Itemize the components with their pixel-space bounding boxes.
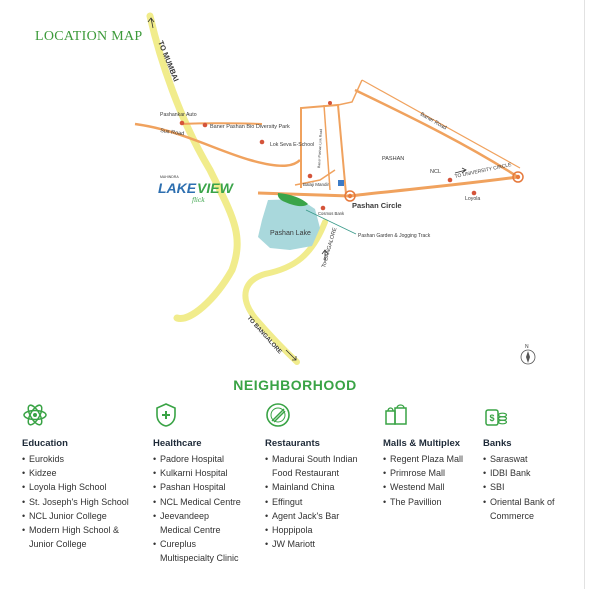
list-item-text: Saraswat <box>490 454 528 464</box>
road-label-to-bangalore: TO BANGALORE <box>245 315 283 356</box>
logo-small-text: MAHINDRA <box>160 175 179 179</box>
list-item-text: NCL Junior College <box>29 510 107 521</box>
list-item-text: Pashan Hospital <box>160 482 226 493</box>
list-item <box>22 537 129 551</box>
neighborhood-column <box>153 402 241 566</box>
link-road-marker <box>328 101 332 105</box>
logo-name-lake: LAKE <box>158 180 197 196</box>
loyola-marker <box>472 191 477 196</box>
bullet-icon: • <box>483 482 487 493</box>
list-item-text: Primrose Mall <box>390 468 446 479</box>
list-item-text: Hoppipola <box>272 525 313 536</box>
list-item <box>22 523 129 537</box>
bullet-icon: • <box>22 454 26 464</box>
place-garden-track: Pashan Garden & Jogging Track <box>358 233 431 239</box>
bullet-icon: • <box>483 454 487 464</box>
road-label-to-mumbai: TO MUMBAI <box>156 39 181 83</box>
compass-north-label: N <box>525 344 529 350</box>
bullet-icon: • <box>265 454 269 464</box>
category-heading: Restaurants <box>265 438 320 449</box>
bank-money-icon <box>483 402 509 428</box>
list-item-text: Modern High School & <box>29 525 120 536</box>
place-ncl: NCL <box>430 169 442 175</box>
university-circle-marker-dot <box>516 175 520 179</box>
list-item <box>483 452 555 466</box>
neighborhood-column <box>383 402 463 509</box>
bullet-icon: • <box>265 539 269 550</box>
list-item-text: JW Mariott <box>272 539 316 550</box>
list-item-text: The Pavillion <box>390 496 442 507</box>
list-item-text: Eurokids <box>29 454 65 464</box>
list-item-text: Mainland China <box>272 482 335 493</box>
bullet-icon: • <box>22 482 26 493</box>
category-list <box>483 452 555 523</box>
list-item <box>153 495 241 509</box>
bullet-icon: • <box>22 525 26 536</box>
ncl-marker <box>448 178 453 183</box>
logo-script: flick <box>192 197 205 204</box>
biodiversity-marker <box>203 123 208 128</box>
compass-icon <box>521 344 535 364</box>
list-item-text: Effingut <box>272 496 303 507</box>
bullet-icon: • <box>483 468 487 479</box>
bullet-icon: • <box>265 482 269 493</box>
place-pashankar-auto: Pashankar Auto <box>160 112 197 118</box>
road-label-baner-road: Baner Road <box>419 111 448 132</box>
road-label-sus-road: Sus Road <box>159 128 185 138</box>
list-item-text: Agent Jack's Bar <box>272 510 340 521</box>
neighborhood-column <box>22 402 129 551</box>
neighborhood-column <box>483 402 555 523</box>
list-item-text: Westend Mall <box>390 482 445 493</box>
list-item-text: Junior College <box>29 539 87 550</box>
place-cosmos-bank: Cosmos Bank <box>318 211 345 216</box>
bullet-icon: • <box>153 539 157 550</box>
baner-road <box>355 90 518 177</box>
bullet-icon: • <box>22 496 26 507</box>
category-heading: Education <box>22 438 68 449</box>
category-heading: Healthcare <box>153 438 202 449</box>
list-item <box>383 495 463 509</box>
place-loyola: Loyola <box>465 196 481 202</box>
bullet-icon: • <box>265 525 269 536</box>
list-item <box>383 452 463 466</box>
list-item <box>22 495 129 509</box>
list-item <box>153 537 241 551</box>
road-label-to-bangalore-2: To BANGALORE <box>321 226 339 269</box>
logo-name-view: VIEW <box>197 180 233 196</box>
list-item <box>22 466 129 480</box>
place-pashan-circle: Pashan Circle <box>352 201 402 210</box>
category-list <box>153 452 241 566</box>
category-list <box>265 452 358 551</box>
list-item-text: Commerce <box>490 510 535 521</box>
list-item-text: Loyola High School <box>29 482 107 493</box>
page-edge-divider <box>584 0 585 589</box>
balaji-mandir-marker <box>308 174 313 179</box>
pashankar-marker <box>180 121 185 126</box>
bullet-icon: • <box>383 496 387 507</box>
list-item-text: IDBI Bank <box>490 468 531 479</box>
bullet-icon: • <box>153 496 157 507</box>
list-item <box>153 523 241 537</box>
pashan-lake <box>258 199 320 250</box>
category-list <box>383 452 463 509</box>
pashan-circle-marker-dot <box>348 194 352 198</box>
list-item-text: Padore Hospital <box>160 454 225 464</box>
list-item-text: Kulkarni Hospital <box>160 468 228 479</box>
health-shield-icon <box>153 402 179 428</box>
list-item-text: Kidzee <box>29 468 57 479</box>
highway-to-mumbai <box>150 16 237 318</box>
category-heading: Malls & Multiplex <box>383 438 461 449</box>
bullet-icon: • <box>153 454 157 464</box>
list-item <box>153 509 241 523</box>
list-item <box>153 480 241 494</box>
bullet-icon: • <box>153 468 157 479</box>
bus-stop-icon <box>338 180 344 186</box>
main-road-pashan <box>258 177 518 196</box>
place-balaji-mandir: Balaji Mandir <box>303 182 330 187</box>
place-pashan-lake: Pashan Lake <box>270 230 311 237</box>
list-item <box>265 480 358 494</box>
list-item-text: Cureplus <box>160 539 197 550</box>
list-item <box>483 466 555 480</box>
bullet-icon: • <box>22 468 26 479</box>
place-pashan: PASHAN <box>382 156 405 162</box>
neighborhood-title: NEIGHBORHOOD <box>233 377 357 393</box>
list-item-text: Madurai South Indian <box>272 454 358 464</box>
cosmos-bank-marker <box>321 206 326 211</box>
bullet-icon: • <box>153 510 157 521</box>
category-list <box>22 452 129 551</box>
bullet-icon: • <box>483 496 487 507</box>
list-item-text: St. Joseph's High School <box>29 496 129 507</box>
list-item-text: Jeevandeep <box>160 510 210 521</box>
atom-icon <box>22 402 48 428</box>
list-item <box>22 509 129 523</box>
bullet-icon: • <box>22 510 26 521</box>
list-item-text: Medical Centre <box>160 525 221 536</box>
place-biodiversity-park: Baner Pashan Bio Diversity Park <box>210 124 290 130</box>
list-item-text: Multispecialty Clinic <box>160 553 239 564</box>
list-item <box>22 452 129 466</box>
list-item-text: Regent Plaza Mall <box>390 454 464 464</box>
list-item <box>265 509 358 523</box>
bullet-icon: • <box>265 496 269 507</box>
plate-cutlery-icon <box>265 402 291 428</box>
list-item <box>265 537 358 551</box>
bullet-icon: • <box>153 482 157 493</box>
list-item <box>22 480 129 494</box>
bullet-icon: • <box>383 454 387 464</box>
list-item <box>383 480 463 494</box>
list-item <box>383 466 463 480</box>
list-item <box>153 452 241 466</box>
list-item <box>265 495 358 509</box>
road-label-link-road: Baner-Pashan Link Road <box>317 128 324 169</box>
bullet-icon: • <box>383 468 387 479</box>
neighborhood-column <box>265 402 358 551</box>
list-item <box>483 480 555 494</box>
shopping-bags-icon <box>383 402 409 428</box>
svg-text:$: $ <box>489 413 495 423</box>
list-item <box>265 466 358 480</box>
list-item-text: SBI <box>490 482 505 493</box>
list-item <box>153 551 241 565</box>
page-title: LOCATION MAP <box>35 29 143 44</box>
list-item <box>265 523 358 537</box>
bullet-icon: • <box>383 482 387 493</box>
list-item-text: Food Restaurant <box>272 468 340 479</box>
list-item <box>153 466 241 480</box>
road-label-to-university: TO UNIVERSITY CIRCLE <box>454 162 513 180</box>
list-item <box>265 452 358 466</box>
place-lok-seva: Lok Seva E-School <box>270 142 315 148</box>
list-item-text: Oriental Bank of <box>490 496 555 507</box>
category-heading: Banks <box>483 438 512 449</box>
list-item <box>483 495 555 509</box>
bullet-icon: • <box>265 510 269 521</box>
list-item-text: NCL Medical Centre <box>160 496 241 507</box>
list-item <box>483 509 555 523</box>
lok-seva-marker <box>260 140 265 145</box>
